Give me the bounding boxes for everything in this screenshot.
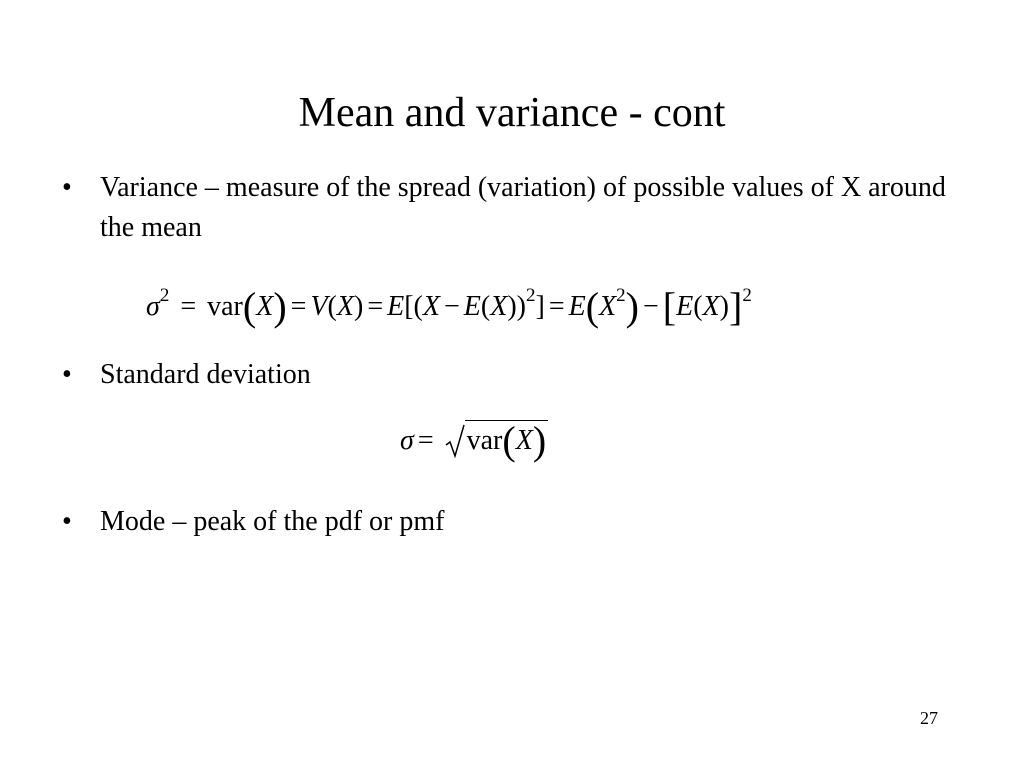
eq-symbol: ( <box>242 284 257 329</box>
variance-formula <box>146 276 752 327</box>
square-root <box>445 420 549 461</box>
eq-symbol: V <box>310 291 328 322</box>
page-number: 27 <box>920 708 938 728</box>
eq-symbol: 2 <box>525 285 536 306</box>
eq-symbol: X <box>256 291 274 322</box>
eq-symbol: 2 <box>159 285 170 306</box>
eq-symbol: ( <box>693 291 703 322</box>
bullet-text: Variance – measure of the spread (variation) of possible values of X around the mean <box>100 172 946 243</box>
eq-symbol: ) <box>516 291 526 322</box>
bullet-text: Mode – peak of the pdf or pmf <box>100 506 445 537</box>
eq-symbol: = <box>180 291 197 322</box>
eq-symbol: − <box>642 291 659 322</box>
eq-symbol: X <box>515 425 533 456</box>
eq-symbol: E <box>676 291 694 322</box>
eq-symbol: X <box>702 291 720 322</box>
eq-symbol: ) <box>625 284 639 329</box>
radical-sign-icon <box>445 424 465 458</box>
eq-symbol: ) <box>507 291 517 322</box>
eq-symbol: X <box>336 291 354 322</box>
eq-symbol: var <box>466 425 503 456</box>
eq-symbol: E <box>568 291 586 322</box>
eq-symbol: σ <box>400 425 414 456</box>
eq-symbol: − <box>443 291 460 322</box>
eq-symbol: ] <box>728 284 743 329</box>
std-dev-formula <box>400 420 548 461</box>
eq-symbol: ) <box>719 291 729 322</box>
eq-symbol: X <box>490 291 508 322</box>
eq-symbol: X <box>599 291 617 322</box>
bullet-marker: • <box>62 359 72 390</box>
eq-symbol: ) <box>353 291 364 322</box>
eq-symbol: [ <box>662 284 677 329</box>
eq-symbol: = <box>417 425 434 456</box>
eq-symbol: = <box>548 291 565 322</box>
eq-symbol: X <box>422 291 440 322</box>
eq-symbol: ( <box>585 284 600 329</box>
eq-symbol: = <box>367 291 384 322</box>
eq-symbol: E <box>463 291 481 322</box>
eq-symbol: ( <box>480 291 491 322</box>
bullet-text: Standard deviation <box>100 359 311 390</box>
eq-symbol: σ <box>146 291 160 322</box>
eq-symbol: [ <box>404 291 414 322</box>
bullet-marker: • <box>62 172 72 203</box>
bullet-marker: • <box>62 506 72 537</box>
eq-symbol: ] <box>535 291 545 322</box>
eq-symbol: ( <box>327 291 337 322</box>
radicand <box>465 420 549 461</box>
eq-symbol: ) <box>273 284 287 329</box>
eq-symbol: ) <box>532 418 547 463</box>
eq-symbol: ( <box>502 418 516 463</box>
eq-symbol: ( <box>413 291 423 322</box>
eq-symbol: var <box>207 291 243 322</box>
eq-symbol: E <box>387 291 405 322</box>
eq-symbol: 2 <box>742 285 752 306</box>
slide-title: Mean and variance - cont <box>298 90 726 136</box>
eq-symbol: 2 <box>616 285 626 306</box>
eq-symbol: = <box>290 291 307 322</box>
